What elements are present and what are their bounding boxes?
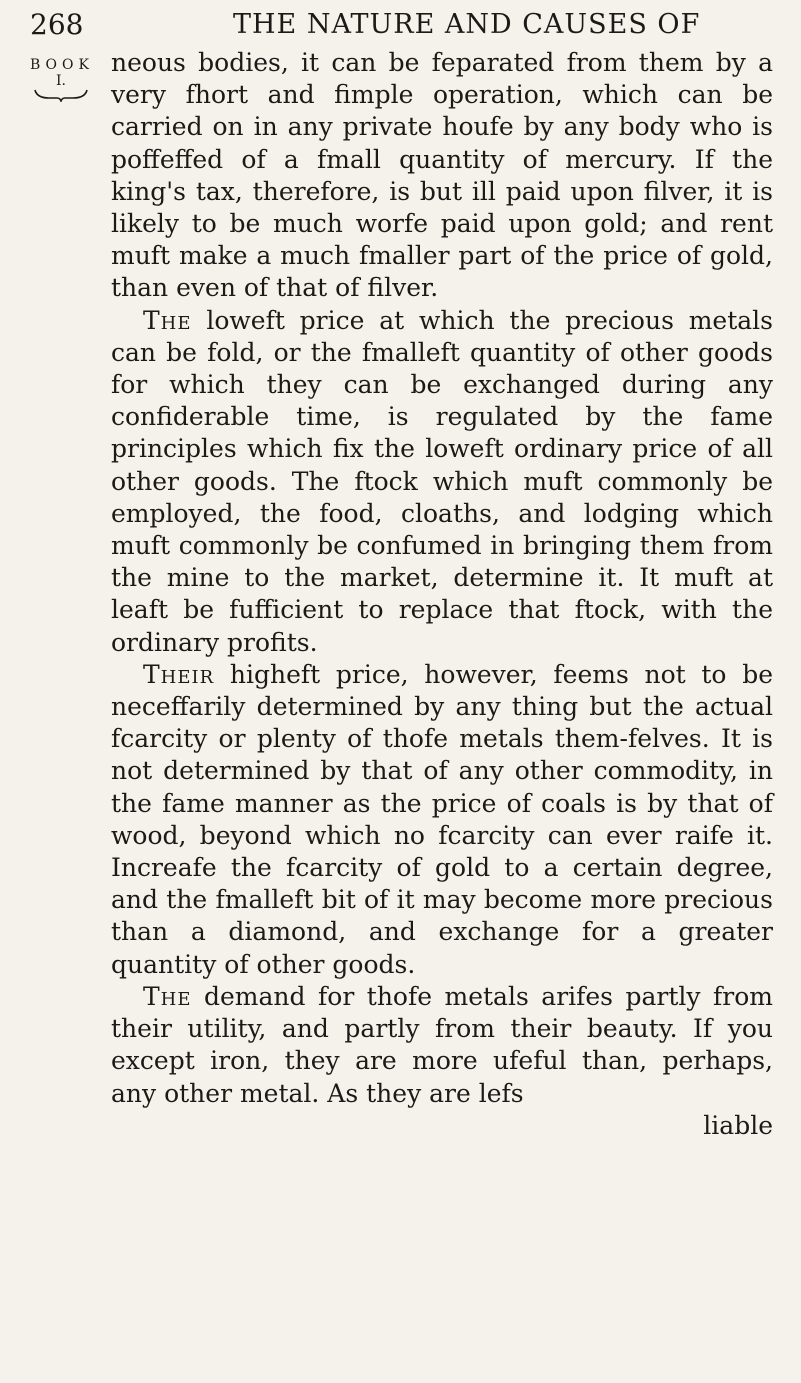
paragraph-demand: [111, 981, 773, 1110]
paragraph-continued: neous bodies, it can be feparated from them by a very fhort and fimple operation, which can be carried on in any private houfe by any body who is poffeffed of a fmall quantity of mercury. If the king's tax, therefore, is but ill paid upon filver, it is likely to be much worfe paid upon gold; and rent muft make a much fmaller part of the price of gold, than even of that of filver.: [111, 48, 773, 303]
margin-note: [30, 58, 92, 102]
margin-volume-number: I.: [56, 73, 66, 89]
paragraph-highest-price: [111, 659, 773, 981]
paragraph-lead-word: The: [143, 305, 192, 335]
running-title: THE NATURE AND CAUSES OF: [233, 9, 701, 40]
page-header: [30, 8, 770, 48]
paragraph-text: demand for thofe metals arifes partly from their utility, and partly from their beauty. If you except iron, they are more ufeful than, perhaps, any other metal. As they are lefs: [111, 981, 773, 1108]
paragraph-lead-word: The: [143, 981, 192, 1011]
page-number: 268: [30, 8, 84, 41]
paragraph-text: loweft price at which the precious metals can be fold, or the fmalleft quantity of other goods for which they can be exchanged during any confiderable time, is regulated by the fame principles which fix the loweft ordinary price of all other goods. The ftock which muft commonly be employed, the food, cloaths, and lodging which muft commonly be confumed in bringing them from the mine to the market, determine it. It muft at leaft be fufficient to replace that ftock, with the ordinary profits.: [111, 305, 773, 657]
paragraph-lowest-price: [111, 305, 773, 659]
margin-brace-icon: [33, 88, 89, 102]
margin-book-label: BOOK: [30, 57, 94, 73]
paragraph-lead-word: Their: [143, 659, 215, 689]
paragraph-text: higheft price, however, feems not to be neceffarily determined by any thing but the actual fcarcity or plenty of thofe metals them-felves. It is not determined by that of any other commodity, in the fame manner as the price of coals is by that of wood, beyond which no fcarcity can ever raife it. Increafe the fcarcity of gold to a certain degree, and the fmalleft bit of it may become more precious than a diamond, and exchange for a greater quantity of other goods.: [111, 659, 773, 979]
body-text: [111, 47, 773, 1142]
catchword: liable: [703, 1110, 773, 1140]
